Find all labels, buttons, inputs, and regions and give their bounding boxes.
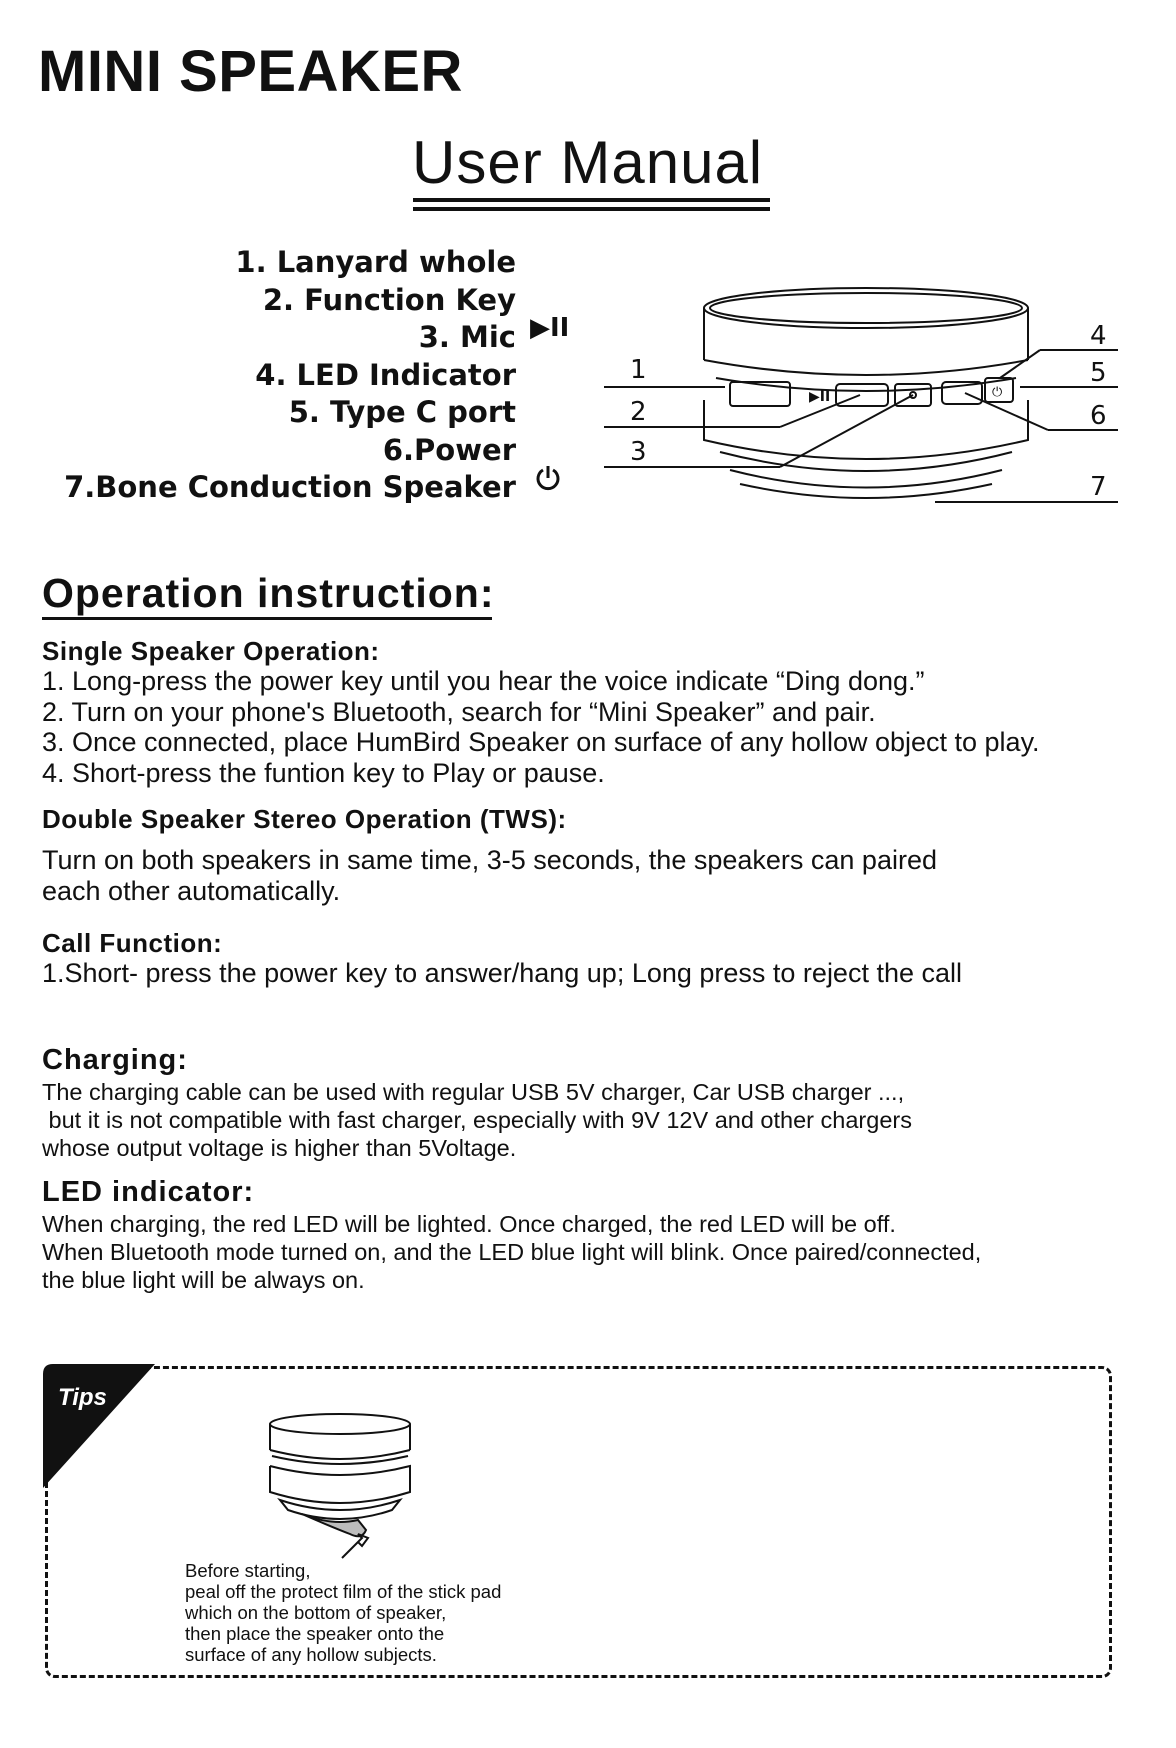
led-indicator-text: When charging, the red LED will be lighted. Once charged, the red LED will be off. When Bluetooth mode turned on, and the LED blue light will blink. Once paired/connected, the blue light will be always on. xyxy=(42,1211,982,1293)
led-indicator-heading: LED indicator: xyxy=(42,1176,255,1208)
callout-2: 2 xyxy=(630,397,647,427)
speaker-diagram xyxy=(600,280,1120,510)
title-underline-second xyxy=(413,207,770,211)
part-item: 3. Mic xyxy=(418,320,516,354)
tips-note: Before starting, peal off the protect film of the stick pad which on the bottom of speaker, then place the speaker onto the surface of any hollow subjects. xyxy=(185,1560,502,1665)
function-key xyxy=(836,384,888,406)
manual-title: User Manual xyxy=(412,129,764,196)
power-icon: ⏻ xyxy=(992,385,1003,400)
operation-title: Operation instruction: xyxy=(42,570,495,616)
callout-6: 6 xyxy=(1090,401,1107,431)
tws-heading: Double Speaker Stereo Operation (TWS): xyxy=(42,804,567,834)
part-item: 4. LED Indicator xyxy=(255,357,516,392)
play-pause-icon: ▶II xyxy=(530,312,570,343)
tips-corner-badge xyxy=(43,1364,163,1490)
brand-title: MINI SPEAKER xyxy=(38,39,463,104)
title-underline xyxy=(413,198,770,202)
single-speaker-heading: Single Speaker Operation: xyxy=(42,636,380,666)
tws-text: Turn on both speakers in same time, 3-5 seconds, the speakers can paired each other automatically. xyxy=(42,845,937,906)
operation-title-underline xyxy=(42,617,492,620)
play-pause-icon: ▶II xyxy=(809,389,831,405)
power-icon xyxy=(534,464,562,502)
call-function-text: 1.Short- press the power key to answer/hang up; Long press to reject the call xyxy=(42,958,963,988)
part-item: 5. Type C port xyxy=(288,395,516,429)
callout-4: 4 xyxy=(1090,321,1107,351)
call-function-heading: Call Function: xyxy=(42,928,223,958)
callout-1: 1 xyxy=(630,355,647,385)
parts-list xyxy=(64,244,570,507)
charging-text: The charging cable can be used with regular USB 5V charger, Car USB charger ..., but it is not compatible with fast charger, especially with 9V 12V and other chargers whose output voltage is higher than 5Voltage. xyxy=(42,1079,912,1161)
callout-7: 7 xyxy=(1090,472,1107,502)
list-item: 4. Short-press the funtion key to Play or pause. xyxy=(42,757,605,788)
list-item: 1. Long-press the power key until you hear the voice indicate “Ding dong.” xyxy=(42,666,925,696)
list-item: 3. Once connected, place HumBird Speaker on surface of any hollow object to play. xyxy=(42,727,1040,757)
callout-5: 5 xyxy=(1090,358,1107,388)
tips-label: Tips xyxy=(58,1384,107,1411)
part-item: 2. Function Key ▶II xyxy=(64,282,516,320)
single-speaker-steps xyxy=(42,666,1040,788)
peel-arrow-icon xyxy=(342,1534,368,1558)
part-item: 6.Power xyxy=(64,432,516,470)
callout-3: 3 xyxy=(630,437,647,467)
part-item: 1. Lanyard whole xyxy=(235,245,516,279)
part-item: 7.Bone Conduction Speaker xyxy=(64,470,516,504)
speaker-sticker-illustration xyxy=(262,1410,420,1570)
list-item: 2. Turn on your phone's Bluetooth, search for “Mini Speaker” and pair. xyxy=(42,696,876,727)
charging-heading: Charging: xyxy=(42,1044,188,1076)
